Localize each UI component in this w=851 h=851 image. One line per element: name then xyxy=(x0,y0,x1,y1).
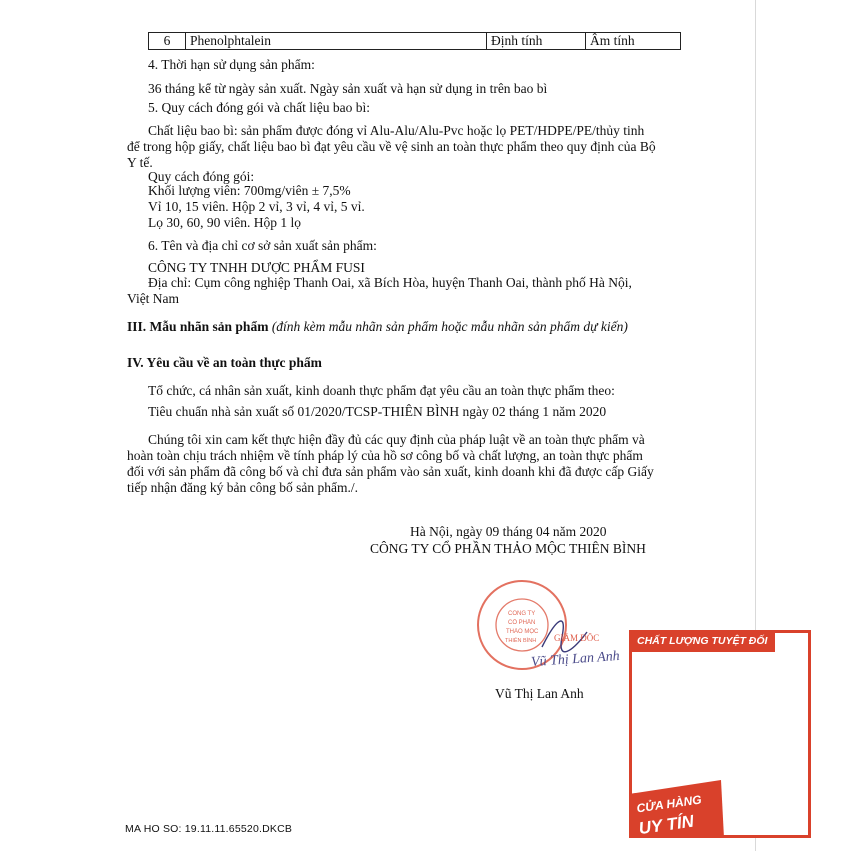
section-4-heading: IV. Yêu cầu về an toàn thực phẩm xyxy=(127,355,322,370)
quality-badge-label: CHẤT LƯỢNG TUYỆT ĐỐI xyxy=(629,630,775,652)
svg-text:THẢO MỘC: THẢO MỘC xyxy=(506,629,539,635)
shop-badge-frame xyxy=(629,630,811,838)
manufacturer-heading: 6. Tên và địa chỉ cơ sở sản xuất sản phẩm: xyxy=(148,238,377,253)
commitment-line3: đối với sản phẩm đã công bố và chỉ đưa sản phẩm vào sản xuất, kinh doanh khi đã được cấp Giấy xyxy=(127,464,654,479)
blister-spec: Vỉ 10, 15 viên. Hộp 2 vỉ, 3 vỉ, 4 vỉ, 5 vỉ. xyxy=(148,199,365,214)
section-3-title: III. Mẫu nhãn sản phẩm xyxy=(127,319,269,334)
seal-title: GIÁM ĐỐC xyxy=(554,633,600,643)
packaging-material-line2: để trong hộp giấy, chất liệu bao bì đạt yêu cầu về vệ sinh an toàn thực phẩm theo quy định của Bộ xyxy=(127,139,656,154)
svg-text:CÔNG TY: CÔNG TY xyxy=(508,611,536,617)
test-method: Định tính xyxy=(487,33,586,50)
test-table xyxy=(148,32,681,50)
badge-line1: CỬA HÀNG xyxy=(635,792,703,816)
shelf-life-heading: 4. Thời hạn sử dụng sản phẩm: xyxy=(148,57,315,72)
manufacturer-address-line2: Việt Nam xyxy=(127,291,180,306)
manufacturer-name: CÔNG TY TNHH DƯỢC PHẨM FUSI xyxy=(148,260,365,275)
test-name: Phenolphtalein xyxy=(186,33,487,50)
signer-name: Vũ Thị Lan Anh xyxy=(495,686,584,701)
place-date: Hà Nội, ngày 09 tháng 04 năm 2020 xyxy=(410,524,607,539)
standard-reference: Tiêu chuẩn nhà sản xuất số 01/2020/TCSP-THIÊN BÌNH ngày 02 tháng 1 năm 2020 xyxy=(148,404,607,419)
safety-requirement-text: Tổ chức, cá nhân sản xuất, kinh doanh thực phẩm đạt yêu cầu an toàn thực phẩm theo: xyxy=(148,383,615,398)
svg-text:THIÊN BÌNH: THIÊN BÌNH xyxy=(505,638,537,644)
test-result: Âm tính xyxy=(586,33,681,50)
bottle-spec: Lọ 30, 60, 90 viên. Hộp 1 lọ xyxy=(148,215,301,230)
commitment-line1: Chúng tôi xin cam kết thực hiện đầy đủ các quy định của pháp luật về an toàn thực phẩm và xyxy=(148,432,645,447)
packaging-heading: 5. Quy cách đóng gói và chất liệu bao bì: xyxy=(148,100,370,115)
row-number: 6 xyxy=(149,33,186,50)
section-3-heading xyxy=(127,318,628,335)
commitment-line4: tiếp nhận đăng ký bản công bố sản phẩm./. xyxy=(127,480,358,495)
packaging-spec-heading: Quy cách đóng gói: xyxy=(148,169,255,184)
company-name: CÔNG TY CỔ PHẦN THẢO MỘC THIÊN BÌNH xyxy=(370,541,646,556)
packaging-material-line3: Y tế. xyxy=(127,155,153,170)
tablet-weight: Khối lượng viên: 700mg/viên ± 7,5% xyxy=(148,183,351,198)
manufacturer-address-line1: Địa chỉ: Cụm công nghiệp Thanh Oai, xã Bích Hòa, huyện Thanh Oai, thành phố Hà Nội, xyxy=(148,275,632,290)
commitment-line2: hoàn toàn chịu trách nhiệm về tính pháp lý của hồ sơ công bố và chất lượng, an toàn thực phẩm xyxy=(127,448,643,463)
trusted-shop-badge xyxy=(629,780,724,838)
svg-text:CỔ PHẦN: CỔ PHẦN xyxy=(508,620,536,626)
section-3-note: (đính kèm mẫu nhãn sản phẩm hoặc mẫu nhãn sản phẩm dự kiến) xyxy=(271,319,628,334)
dossier-code: MA HO SO: 19.11.11.65520.DKCB xyxy=(125,823,293,835)
table-row xyxy=(149,33,681,50)
badge-line2: UY TÍN xyxy=(637,811,696,838)
handwritten-signature: Vũ Thị Lan Anh xyxy=(530,648,621,671)
packaging-material-line1: Chất liệu bao bì: sản phẩm được đóng vỉ Alu-Alu/Alu-Pvc hoặc lọ PET/HDPE/PE/thủy tinh xyxy=(148,123,645,138)
shelf-life-text: 36 tháng kể từ ngày sản xuất. Ngày sản xuất và hạn sử dụng in trên bao bì xyxy=(148,81,548,96)
